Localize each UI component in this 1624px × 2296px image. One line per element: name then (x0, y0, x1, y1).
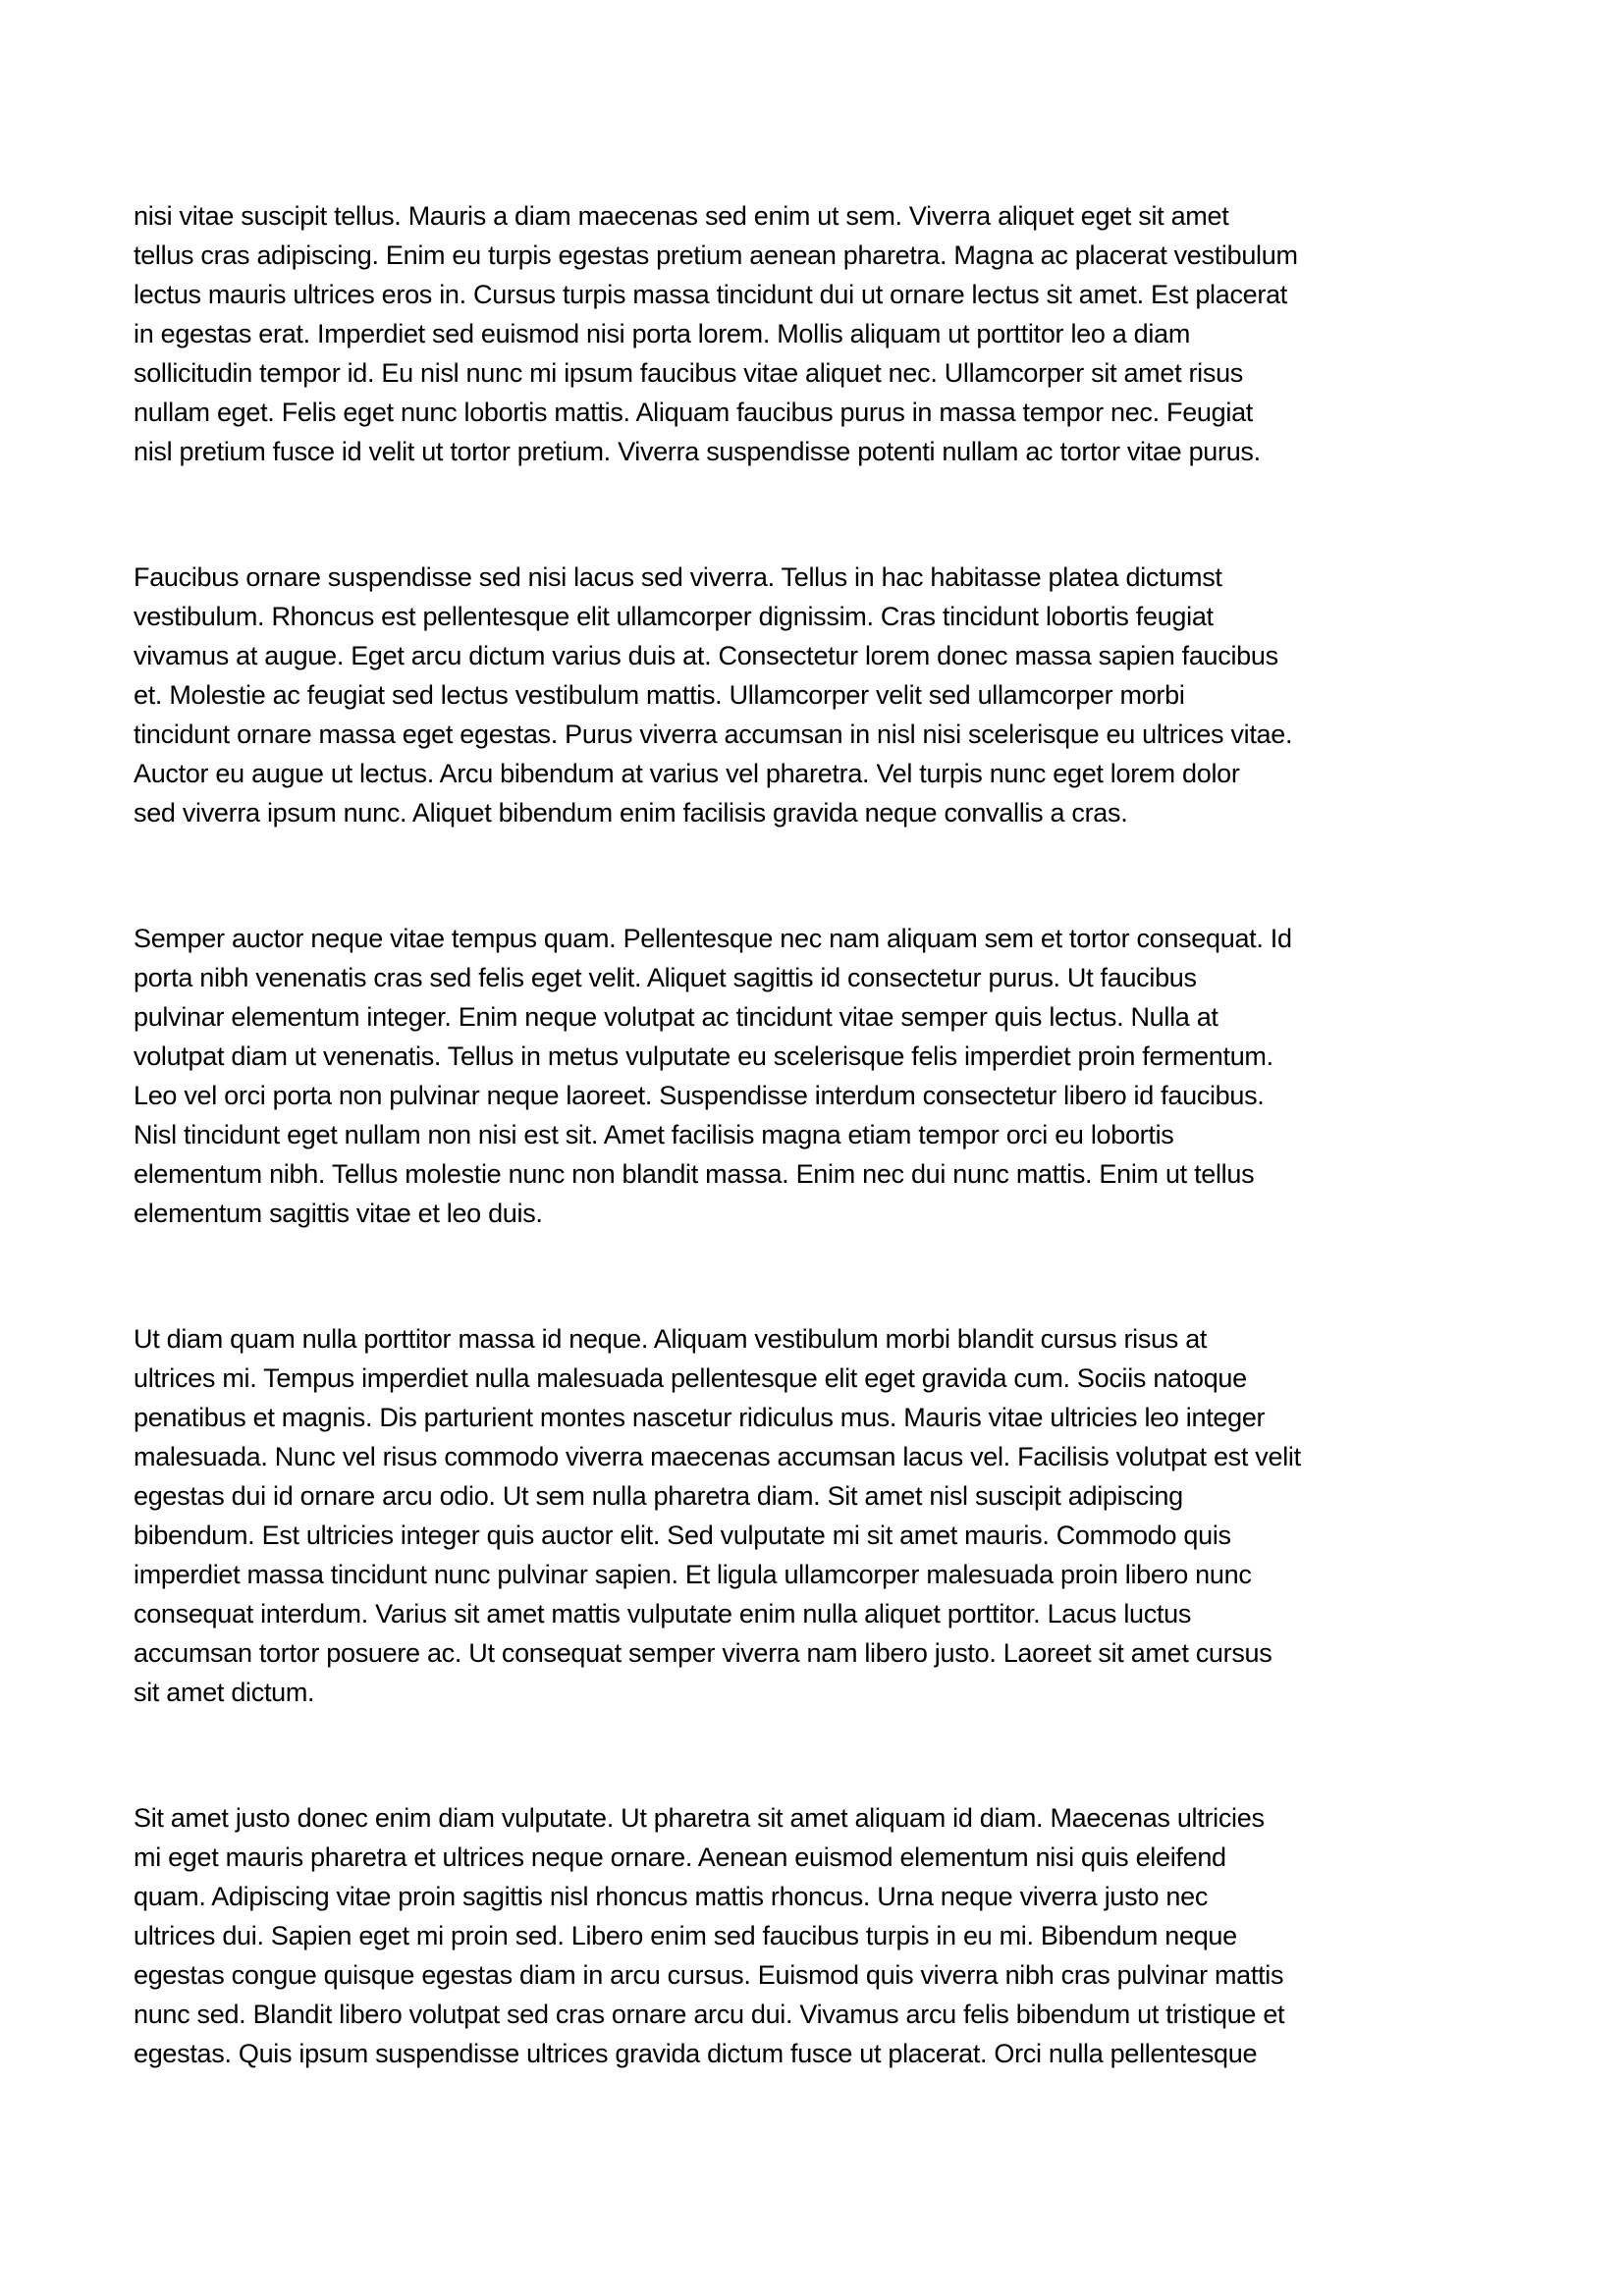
text-line: nunc sed. Blandit libero volutpat sed cras ornare arcu dui. Vivamus arcu felis bibendum ut tristique et (134, 2000, 1285, 2029)
text-line: elementum nibh. Tellus molestie nunc non blandit massa. Enim nec dui nunc mattis. Enim ut tellus (134, 1159, 1255, 1189)
document-body (134, 196, 1496, 2073)
paragraph (134, 558, 1496, 832)
text-line: sed viverra ipsum nunc. Aliquet bibendum enim facilisis gravida neque convallis a cras. (134, 798, 1128, 828)
text-line: pulvinar elementum integer. Enim neque volutpat ac tincidunt vitae semper quis lectus. Nulla at (134, 1002, 1218, 1032)
text-line: porta nibh venenatis cras sed felis eget velit. Aliquet sagittis id consectetur purus. Ut faucibus (134, 963, 1197, 992)
paragraph (134, 1319, 1496, 1712)
paragraph (134, 196, 1496, 471)
text-line: consequat interdum. Varius sit amet mattis vulputate enim nulla aliquet porttitor. Lacus luctus (134, 1599, 1192, 1629)
text-line: elementum sagittis vitae et leo duis. (134, 1199, 543, 1228)
text-line: Faucibus ornare suspendisse sed nisi lacus sed viverra. Tellus in hac habitasse platea dictumst (134, 562, 1222, 592)
text-line: nisl pretium fusce id velit ut tortor pretium. Viverra suspendisse potenti nullam ac tortor vitae purus. (134, 437, 1261, 466)
text-line: tellus cras adipiscing. Enim eu turpis egestas pretium aenean pharetra. Magna ac placerat vestibulum (134, 240, 1298, 270)
text-line: tincidunt ornare massa eget egestas. Purus viverra accumsan in nisl nisi scelerisque eu ultrices vitae. (134, 720, 1293, 749)
paragraph (134, 1798, 1496, 2073)
text-line: Sit amet justo donec enim diam vulputate. Ut pharetra sit amet aliquam id diam. Maecenas ultricies (134, 1803, 1265, 1833)
text-line: Ut diam quam nulla porttitor massa id neque. Aliquam vestibulum morbi blandit cursus risus at (134, 1324, 1208, 1354)
text-line: sit amet dictum. (134, 1678, 315, 1707)
text-line: imperdiet massa tincidunt nunc pulvinar sapien. Et ligula ullamcorper malesuada proin libero nunc (134, 1560, 1252, 1589)
text-line: egestas. Quis ipsum suspendisse ultrices gravida dictum fusce ut placerat. Orci nulla pellentesque (134, 2039, 1258, 2068)
text-line: ultrices dui. Sapien eget mi proin sed. Libero enim sed faucibus turpis in eu mi. Bibendum neque (134, 1921, 1237, 1950)
text-line: nullam eget. Felis eget nunc lobortis mattis. Aliquam faucibus purus in massa tempor nec. Feugiat (134, 398, 1253, 427)
paragraph (134, 919, 1496, 1233)
text-line: penatibus et magnis. Dis parturient montes nascetur ridiculus mus. Mauris vitae ultricies leo integer (134, 1403, 1266, 1432)
text-line: in egestas erat. Imperdiet sed euismod nisi porta lorem. Mollis aliquam ut porttitor leo a diam (134, 319, 1191, 348)
text-line: nisi vitae suscipit tellus. Mauris a diam maecenas sed enim ut sem. Viverra aliquet eget sit amet (134, 201, 1229, 231)
text-line: quam. Adipiscing vitae proin sagittis nisl rhoncus mattis rhoncus. Urna neque viverra justo nec (134, 1882, 1209, 1911)
text-line: mi eget mauris pharetra et ultrices neque ornare. Aenean euismod elementum nisi quis eleifend (134, 1842, 1226, 1872)
text-line: egestas dui id ornare arcu odio. Ut sem nulla pharetra diam. Sit amet nisl suscipit adipiscing (134, 1481, 1183, 1511)
text-line: egestas congue quisque egestas diam in arcu cursus. Euismod quis viverra nibh cras pulvinar mattis (134, 1960, 1284, 1990)
text-line: bibendum. Est ultricies integer quis auctor elit. Sed vulputate mi sit amet mauris. Commodo quis (134, 1521, 1231, 1550)
text-line: Leo vel orci porta non pulvinar neque laoreet. Suspendisse interdum consectetur libero id faucibus. (134, 1081, 1265, 1110)
text-line: vestibulum. Rhoncus est pellentesque elit ullamcorper dignissim. Cras tincidunt lobortis feugiat (134, 602, 1214, 631)
text-line: Semper auctor neque vitae tempus quam. Pellentesque nec nam aliquam sem et tortor consequat. Id (134, 924, 1292, 953)
text-line: Auctor eu augue ut lectus. Arcu bibendum at varius vel pharetra. Vel turpis nunc eget lorem dolor (134, 759, 1240, 788)
text-line: Nisl tincidunt eget nullam non nisi est sit. Amet facilisis magna etiam tempor orci eu lobortis (134, 1120, 1174, 1149)
text-line: lectus mauris ultrices eros in. Cursus turpis massa tincidunt dui ut ornare lectus sit amet. Est placerat (134, 280, 1287, 309)
text-line: sollicitudin tempor id. Eu nisl nunc mi ipsum faucibus vitae aliquet nec. Ullamcorper sit amet risus (134, 358, 1243, 388)
text-line: volutpat diam ut venenatis. Tellus in metus vulputate eu scelerisque felis imperdiet proin fermentum. (134, 1041, 1273, 1071)
text-line: et. Molestie ac feugiat sed lectus vestibulum mattis. Ullamcorper velit sed ullamcorper morbi (134, 680, 1185, 710)
text-line: malesuada. Nunc vel risus commodo viverra maecenas accumsan lacus vel. Facilisis volutpat est velit (134, 1442, 1301, 1471)
text-line: vivamus at augue. Eget arcu dictum varius duis at. Consectetur lorem donec massa sapien faucibus (134, 641, 1278, 670)
text-line: accumsan tortor posuere ac. Ut consequat semper viverra nam libero justo. Laoreet sit amet cursus (134, 1638, 1272, 1668)
text-line: ultrices mi. Tempus imperdiet nulla malesuada pellentesque elit eget gravida cum. Sociis natoque (134, 1363, 1247, 1393)
